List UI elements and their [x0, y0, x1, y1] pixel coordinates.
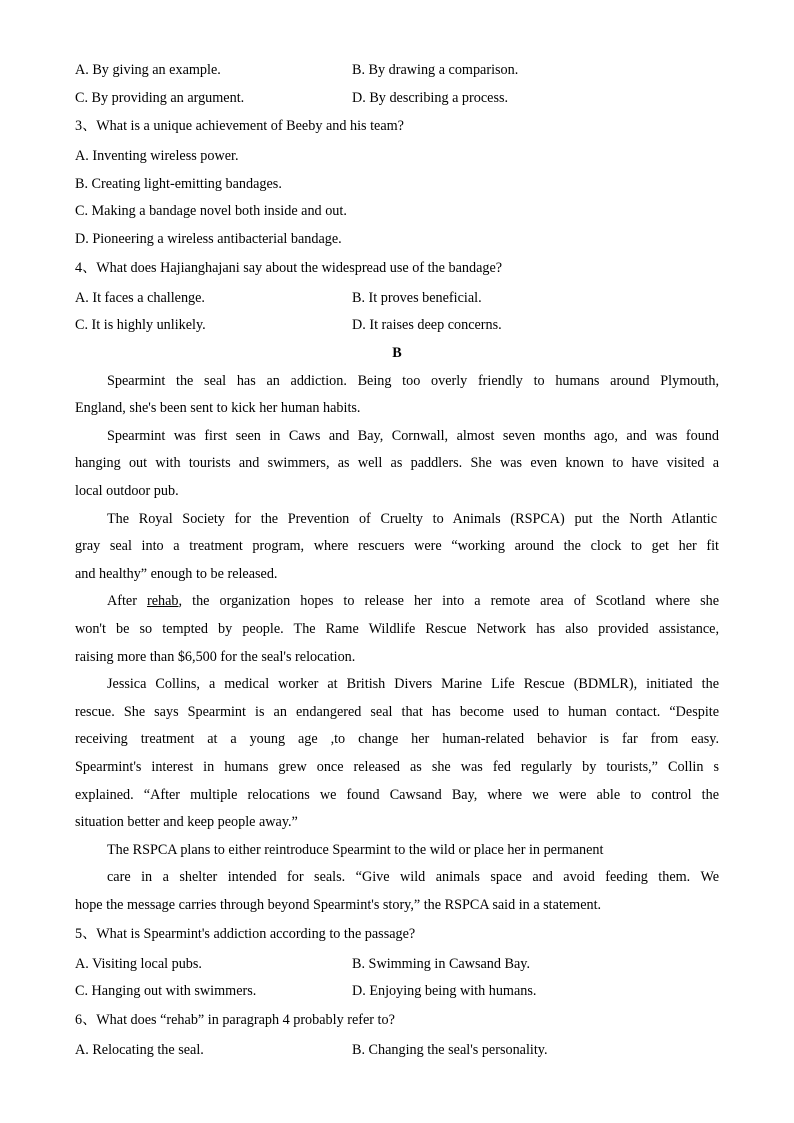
q5-option-a: A. Visiting local pubs.: [75, 956, 202, 972]
q4-question: 4、What does Hajianghajani say about the widespread use of the bandage?: [75, 260, 503, 276]
q5-option-b: B. Swimming in Cawsand Bay.: [352, 956, 531, 972]
q5-question: 5、What is Spearmint's addiction according to the passage?: [75, 926, 416, 942]
passage-p5-line-2: rescue. She says Spearmint is an endangered seal that has become used to human contact. “Despite: [75, 704, 719, 720]
passage-p2-line-3: local outdoor pub.: [75, 483, 179, 499]
q5-option-d: D. Enjoying being with humans.: [352, 983, 537, 999]
q6-option-b: B. Changing the seal's personality.: [352, 1042, 548, 1058]
passage-p3-line-1: The Royal Society for the Prevention of Cruelty to Animals (RSPCA) put the North Atlantic: [107, 511, 717, 527]
q6-option-a: A. Relocating the seal.: [75, 1042, 204, 1058]
passage-p5-line-4: Spearmint's interest in humans grew once released as she was fed regularly by tourists,” Collin s: [75, 759, 719, 775]
passage-p4-line-1: [107, 592, 719, 610]
q2-option-d: D. By describing a process.: [352, 90, 509, 106]
q4-option-c: C. It is highly unlikely.: [75, 317, 206, 333]
passage-p4-line-2: won't be so tempted by people. The Rame Wildlife Rescue Network has also provided assistance,: [75, 621, 719, 637]
q2-option-a: A. By giving an example.: [75, 62, 221, 78]
p4-rest-text: , the organization hopes to release her into a remote area of Scotland where she: [178, 593, 719, 609]
passage-p5-line-1: Jessica Collins, a medical worker at British Divers Marine Life Rescue (BDMLR), initiated the: [107, 676, 719, 692]
q4-option-b: B. It proves beneficial.: [352, 290, 482, 306]
q3-question: 3、What is a unique achievement of Beeby and his team?: [75, 118, 404, 134]
q3-option-b: B. Creating light-emitting bandages.: [75, 176, 282, 192]
passage-p1-line-1: Spearmint the seal has an addiction. Being too overly friendly to humans around Plymouth,: [107, 373, 719, 389]
passage-p3-line-2: gray seal into a treatment program, where rescuers were “working around the clock to get her fit: [75, 538, 719, 554]
rehab-underlined-word: rehab: [147, 593, 179, 609]
q6-question: 6、What does “rehab” in paragraph 4 probably refer to?: [75, 1012, 395, 1028]
passage-p5-line-5: explained. “After multiple relocations we found Cawsand Bay, where we were able to control the: [75, 787, 719, 803]
q4-option-d: D. It raises deep concerns.: [352, 317, 502, 333]
q2-option-c: C. By providing an argument.: [75, 90, 245, 106]
passage-p6-line-1: The RSPCA plans to either reintroduce Spearmint to the wild or place her in permanent: [107, 842, 604, 858]
p4-lead-text: After: [107, 593, 147, 609]
passage-p3-line-3: and healthy” enough to be released.: [75, 566, 278, 582]
section-b-heading: B: [392, 345, 402, 361]
passage-p4-line-3: raising more than $6,500 for the seal's relocation.: [75, 649, 356, 665]
q4-option-a: A. It faces a challenge.: [75, 290, 205, 306]
passage-p6-line-2: care in a shelter intended for seals. “Give wild animals space and avoid feeding them. We: [107, 869, 719, 885]
passage-p5-line-3: receiving treatment at a young age ,to change her human-related behavior is far from easy.: [75, 731, 719, 747]
passage-p2-line-2: hanging out with tourists and swimmers, as well as paddlers. She was even known to have visited a: [75, 455, 719, 471]
q3-option-d: D. Pioneering a wireless antibacterial bandage.: [75, 231, 342, 247]
q3-option-a: A. Inventing wireless power.: [75, 148, 239, 164]
q3-option-c: C. Making a bandage novel both inside and out.: [75, 203, 347, 219]
q5-option-c: C. Hanging out with swimmers.: [75, 983, 257, 999]
passage-p2-line-1: Spearmint was first seen in Caws and Bay, Cornwall, almost seven months ago, and was found: [107, 428, 719, 444]
q2-option-b: B. By drawing a comparison.: [352, 62, 519, 78]
passage-p1-line-2: England, she's been sent to kick her human habits.: [75, 400, 361, 416]
passage-p6-line-3: hope the message carries through beyond Spearmint's story,” the RSPCA said in a statement.: [75, 897, 602, 913]
passage-p5-line-6: situation better and keep people away.”: [75, 814, 298, 830]
